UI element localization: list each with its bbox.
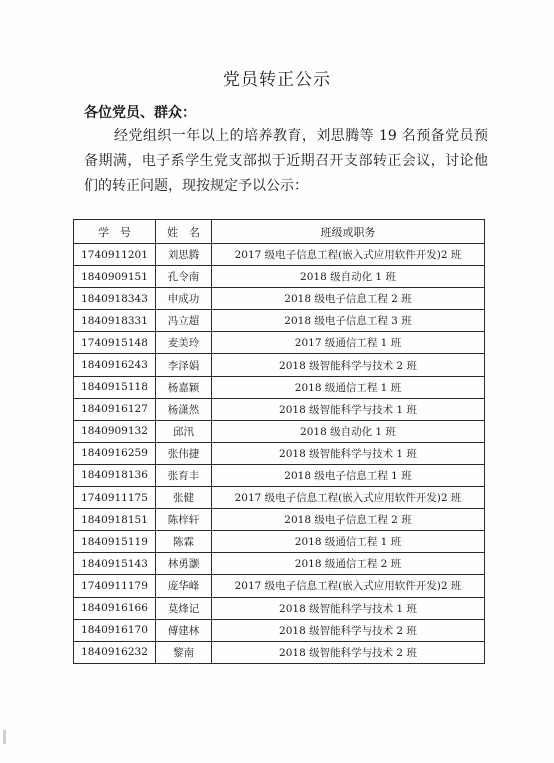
cell-student-id: 1840916127 <box>74 398 156 420</box>
cell-student-id: 1740911201 <box>74 244 156 266</box>
cell-class: 2018 级智能科学与技术 2 班 <box>212 619 485 641</box>
table-row <box>74 531 485 553</box>
cell-student-id: 1840918331 <box>74 310 156 332</box>
cell-name: 庞华峰 <box>156 575 212 597</box>
cell-name: 刘思腾 <box>156 244 212 266</box>
cell-name: 陈梓轩 <box>156 509 212 531</box>
cell-student-id: 1740911175 <box>74 487 156 509</box>
cell-class: 2018 级电子信息工程 2 班 <box>212 288 485 310</box>
cell-student-id: 1840916166 <box>74 597 156 619</box>
cell-student-id: 1740911179 <box>74 575 156 597</box>
cell-name: 邱汛 <box>156 420 212 442</box>
cell-student-id: 1840916243 <box>74 354 156 376</box>
cell-name: 莫烽记 <box>156 597 212 619</box>
table-row <box>74 266 485 288</box>
cell-student-id: 1840909151 <box>74 266 156 288</box>
cell-class: 2018 级自动化 1 班 <box>212 420 485 442</box>
cell-name: 黎南 <box>156 641 212 663</box>
cell-class: 2017 级电子信息工程(嵌入式应用软件开发)2 班 <box>212 244 485 266</box>
cell-student-id: 1840918151 <box>74 509 156 531</box>
cell-class: 2018 级智能科学与技术 1 班 <box>212 442 485 464</box>
cell-name: 杨潇然 <box>156 398 212 420</box>
cell-student-id: 1740915148 <box>74 332 156 354</box>
header-name: 姓 名 <box>156 220 212 244</box>
table-row <box>74 288 485 310</box>
table-row <box>74 487 485 509</box>
header-class: 班级或职务 <box>212 220 485 244</box>
cell-student-id: 1840909132 <box>74 420 156 442</box>
cell-name: 申成功 <box>156 288 212 310</box>
cell-class: 2017 级电子信息工程(嵌入式应用软件开发)2 班 <box>212 575 485 597</box>
cell-student-id: 1840916232 <box>74 641 156 663</box>
cell-name: 张育丰 <box>156 464 212 486</box>
cell-student-id: 1840918343 <box>74 288 156 310</box>
cell-name: 麦美玲 <box>156 332 212 354</box>
cell-student-id: 1840915119 <box>74 531 156 553</box>
cell-class: 2018 级自动化 1 班 <box>212 266 485 288</box>
cell-class: 2018 级智能科学与技术 1 班 <box>212 398 485 420</box>
cell-name: 李泽娟 <box>156 354 212 376</box>
table-row <box>74 509 485 531</box>
body-paragraph: 经党组织一年以上的培养教育，刘思腾等 19 名预备党员预备期满，电子系学生党支部拟于近期召开支部转正会议，讨论他们的转正问题，现按规定予以公示： <box>84 128 488 194</box>
table-row <box>74 244 485 266</box>
cell-student-id: 1840915118 <box>74 376 156 398</box>
cell-class: 2018 级通信工程 2 班 <box>212 553 485 575</box>
table-row <box>74 310 485 332</box>
cell-student-id: 1840918136 <box>74 464 156 486</box>
cell-class: 2018 级电子信息工程 1 班 <box>212 464 485 486</box>
cell-class: 2018 级通信工程 1 班 <box>212 531 485 553</box>
table-row <box>74 354 485 376</box>
table-row <box>74 398 485 420</box>
cell-name: 张健 <box>156 487 212 509</box>
cell-class: 2018 级通信工程 1 班 <box>212 376 485 398</box>
member-table <box>73 219 485 664</box>
table-row <box>74 641 485 663</box>
cell-class: 2018 级智能科学与技术 2 班 <box>212 641 485 663</box>
cell-student-id: 1840916170 <box>74 619 156 641</box>
table-row <box>74 442 485 464</box>
cell-class: 2018 级电子信息工程 3 班 <box>212 310 485 332</box>
cell-name: 杨嘉颖 <box>156 376 212 398</box>
cell-student-id: 1840916259 <box>74 442 156 464</box>
greeting: 各位党员、群众： <box>84 105 196 121</box>
scan-edge-mark <box>3 730 6 744</box>
table-row <box>74 553 485 575</box>
cell-class: 2018 级智能科学与技术 1 班 <box>212 597 485 619</box>
cell-class: 2018 级智能科学与技术 2 班 <box>212 354 485 376</box>
document-title: 党员转正公示 <box>223 70 331 90</box>
header-student-id: 学 号 <box>74 220 156 244</box>
cell-name: 张伟捷 <box>156 442 212 464</box>
cell-name: 傅建林 <box>156 619 212 641</box>
cell-student-id: 1840915143 <box>74 553 156 575</box>
table-row <box>74 575 485 597</box>
cell-class: 2017 级电子信息工程(嵌入式应用软件开发)2 班 <box>212 487 485 509</box>
cell-name: 孔令南 <box>156 266 212 288</box>
cell-class: 2017 级通信工程 1 班 <box>212 332 485 354</box>
table-row <box>74 464 485 486</box>
table-header-row <box>74 220 485 244</box>
cell-name: 冯立超 <box>156 310 212 332</box>
cell-name: 陈霖 <box>156 531 212 553</box>
table-row <box>74 420 485 442</box>
cell-name: 林勇灏 <box>156 553 212 575</box>
cell-class: 2018 级电子信息工程 2 班 <box>212 509 485 531</box>
table-row <box>74 332 485 354</box>
table-body <box>74 244 485 664</box>
table-row <box>74 597 485 619</box>
table-row <box>74 619 485 641</box>
table-row <box>74 376 485 398</box>
